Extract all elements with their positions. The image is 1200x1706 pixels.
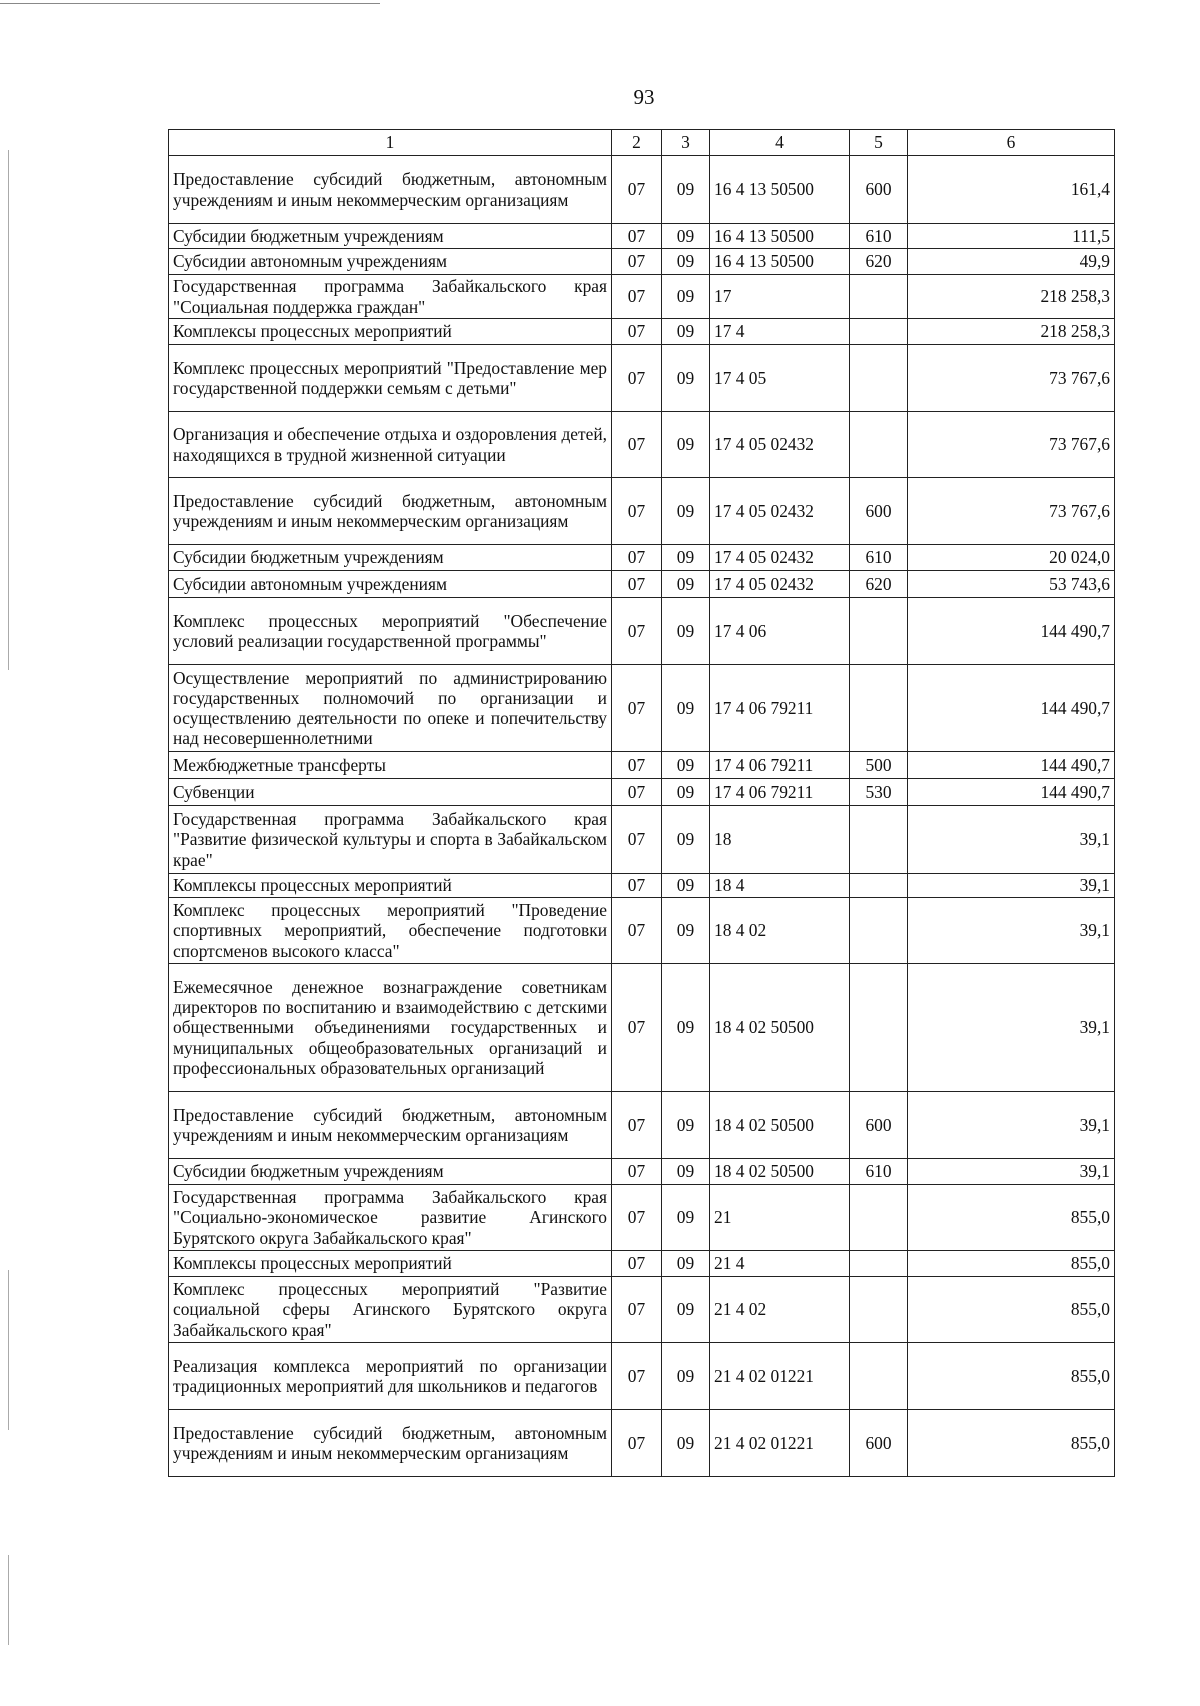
row-expense-type (850, 412, 908, 478)
row-expense-type (850, 964, 908, 1092)
row-name: Субсидии бюджетным учреждениям (169, 224, 612, 249)
row-target-article: 21 (710, 1185, 850, 1251)
row-name: Предоставление субсидий бюджетным, автономным учреждениям и иным некоммерческим организациям (169, 1410, 612, 1477)
row-subsection-code: 09 (662, 806, 710, 874)
row-subsection-code: 09 (662, 249, 710, 275)
table-row (169, 478, 1115, 545)
row-section-code: 07 (612, 345, 662, 412)
row-section-code: 07 (612, 1092, 662, 1159)
row-target-article: 17 4 05 02432 (710, 412, 850, 478)
row-section-code: 07 (612, 752, 662, 779)
row-expense-type (850, 898, 908, 964)
row-section-code: 07 (612, 412, 662, 478)
scan-top-rule (0, 3, 380, 4)
row-section-code: 07 (612, 571, 662, 598)
row-amount: 218 258,3 (908, 275, 1115, 319)
row-expense-type (850, 598, 908, 665)
row-subsection-code: 09 (662, 1185, 710, 1251)
row-amount: 144 490,7 (908, 752, 1115, 779)
row-name: Субсидии автономным учреждениям (169, 249, 612, 275)
row-subsection-code: 09 (662, 1159, 710, 1185)
column-number: 4 (710, 130, 850, 156)
row-subsection-code: 09 (662, 545, 710, 571)
row-name: Предоставление субсидий бюджетным, автономным учреждениям и иным некоммерческим организациям (169, 1092, 612, 1159)
row-name: Комплексы процессных мероприятий (169, 1251, 612, 1277)
row-name: Субсидии бюджетным учреждениям (169, 545, 612, 571)
row-name: Комплекс процессных мероприятий "Проведение спортивных мероприятий, обеспечение подготовки спортсменов высокого класса" (169, 898, 612, 964)
row-amount: 144 490,7 (908, 779, 1115, 806)
row-name: Субсидии автономным учреждениям (169, 571, 612, 598)
row-expense-type (850, 345, 908, 412)
row-target-article: 18 4 02 50500 (710, 1092, 850, 1159)
row-amount: 39,1 (908, 806, 1115, 874)
row-subsection-code: 09 (662, 1343, 710, 1410)
row-amount: 49,9 (908, 249, 1115, 275)
row-expense-type: 600 (850, 478, 908, 545)
row-expense-type: 620 (850, 571, 908, 598)
row-amount: 144 490,7 (908, 665, 1115, 752)
row-expense-type (850, 665, 908, 752)
row-name: Субсидии бюджетным учреждениям (169, 1159, 612, 1185)
row-subsection-code: 09 (662, 571, 710, 598)
row-subsection-code: 09 (662, 1410, 710, 1477)
row-expense-type: 620 (850, 249, 908, 275)
row-section-code: 07 (612, 275, 662, 319)
row-expense-type: 530 (850, 779, 908, 806)
row-amount: 855,0 (908, 1410, 1115, 1477)
table-row (169, 224, 1115, 249)
row-subsection-code: 09 (662, 319, 710, 345)
row-target-article: 17 (710, 275, 850, 319)
table-row (169, 1343, 1115, 1410)
row-section-code: 07 (612, 224, 662, 249)
row-name: Межбюджетные трансферты (169, 752, 612, 779)
table-row (169, 1277, 1115, 1343)
row-subsection-code: 09 (662, 275, 710, 319)
row-subsection-code: 09 (662, 1092, 710, 1159)
page-number: 93 (633, 85, 655, 109)
row-expense-type (850, 319, 908, 345)
row-subsection-code: 09 (662, 598, 710, 665)
row-name: Комплексы процессных мероприятий (169, 319, 612, 345)
row-name: Субвенции (169, 779, 612, 806)
table-row (169, 1185, 1115, 1251)
row-target-article: 18 4 02 50500 (710, 964, 850, 1092)
row-name: Предоставление субсидий бюджетным, автономным учреждениям и иным некоммерческим организациям (169, 478, 612, 545)
row-name: Комплекс процессных мероприятий "Обеспечение условий реализации государственной программы" (169, 598, 612, 665)
row-amount: 39,1 (908, 964, 1115, 1092)
row-expense-type (850, 806, 908, 874)
scan-margin-mark (8, 1555, 9, 1645)
row-expense-type (850, 874, 908, 898)
row-section-code: 07 (612, 156, 662, 224)
row-amount: 39,1 (908, 898, 1115, 964)
row-section-code: 07 (612, 1185, 662, 1251)
row-subsection-code: 09 (662, 412, 710, 478)
row-subsection-code: 09 (662, 779, 710, 806)
row-amount: 39,1 (908, 1159, 1115, 1185)
row-amount: 111,5 (908, 224, 1115, 249)
row-target-article: 17 4 05 02432 (710, 545, 850, 571)
row-amount: 855,0 (908, 1277, 1115, 1343)
table-row (169, 964, 1115, 1092)
table-row (169, 779, 1115, 806)
row-amount: 855,0 (908, 1251, 1115, 1277)
row-amount: 39,1 (908, 1092, 1115, 1159)
row-amount: 53 743,6 (908, 571, 1115, 598)
row-amount: 73 767,6 (908, 412, 1115, 478)
row-expense-type: 600 (850, 1410, 908, 1477)
table-row (169, 156, 1115, 224)
row-target-article: 16 4 13 50500 (710, 156, 850, 224)
row-name: Комплекс процессных мероприятий "Предоставление мер государственной поддержки семьям с детьми" (169, 345, 612, 412)
row-expense-type: 500 (850, 752, 908, 779)
table-row (169, 598, 1115, 665)
row-target-article: 17 4 06 (710, 598, 850, 665)
table-row (169, 249, 1115, 275)
row-section-code: 07 (612, 806, 662, 874)
row-section-code: 07 (612, 779, 662, 806)
table-row (169, 275, 1115, 319)
row-target-article: 21 4 02 (710, 1277, 850, 1343)
row-target-article: 17 4 06 79211 (710, 665, 850, 752)
row-section-code: 07 (612, 1277, 662, 1343)
table-row (169, 571, 1115, 598)
row-expense-type (850, 1251, 908, 1277)
row-target-article: 17 4 06 79211 (710, 779, 850, 806)
table-row (169, 412, 1115, 478)
row-target-article: 21 4 02 01221 (710, 1343, 850, 1410)
row-subsection-code: 09 (662, 156, 710, 224)
row-target-article: 18 4 (710, 874, 850, 898)
row-target-article: 17 4 05 02432 (710, 478, 850, 545)
row-subsection-code: 09 (662, 964, 710, 1092)
table-row (169, 1410, 1115, 1477)
row-section-code: 07 (612, 1410, 662, 1477)
row-name: Государственная программа Забайкальского края "Социальная поддержка граждан" (169, 275, 612, 319)
row-section-code: 07 (612, 1343, 662, 1410)
row-target-article: 18 4 02 (710, 898, 850, 964)
row-amount: 144 490,7 (908, 598, 1115, 665)
table-row (169, 874, 1115, 898)
table-row (169, 345, 1115, 412)
budget-table (168, 129, 1115, 1477)
table-row (169, 898, 1115, 964)
table-row (169, 665, 1115, 752)
row-expense-type: 610 (850, 545, 908, 571)
column-number: 2 (612, 130, 662, 156)
row-section-code: 07 (612, 1159, 662, 1185)
table-row (169, 1159, 1115, 1185)
row-amount: 855,0 (908, 1185, 1115, 1251)
row-name: Комплексы процессных мероприятий (169, 874, 612, 898)
row-expense-type: 600 (850, 156, 908, 224)
row-name: Комплекс процессных мероприятий "Развитие социальной сферы Агинского Бурятского округа Забайкальского края" (169, 1277, 612, 1343)
row-target-article: 16 4 13 50500 (710, 249, 850, 275)
row-expense-type: 600 (850, 1092, 908, 1159)
row-name: Государственная программа Забайкальского края "Социально-экономическое развитие Агинского Бурятского округа Забайкальского края" (169, 1185, 612, 1251)
row-expense-type (850, 275, 908, 319)
row-subsection-code: 09 (662, 665, 710, 752)
row-name: Организация и обеспечение отдыха и оздоровления детей, находящихся в трудной жизненной ситуации (169, 412, 612, 478)
row-subsection-code: 09 (662, 898, 710, 964)
row-amount: 39,1 (908, 874, 1115, 898)
table-row (169, 806, 1115, 874)
row-name: Осуществление мероприятий по администрированию государственных полномочий по организации и осуществлению деятельности по опеке и попечительству над несовершеннолетними (169, 665, 612, 752)
row-subsection-code: 09 (662, 752, 710, 779)
column-number: 6 (908, 130, 1115, 156)
row-name: Ежемесячное денежное вознаграждение советникам директоров по воспитанию и взаимодействию с детскими общественными объединениями государственных и муниципальных общеобразовательных организаций и профессиональных образовательных организаций (169, 964, 612, 1092)
row-name: Реализация комплекса мероприятий по организации традиционных мероприятий для школьников и педагогов (169, 1343, 612, 1410)
column-number-row (169, 130, 1115, 156)
column-number: 1 (169, 130, 612, 156)
row-expense-type: 610 (850, 224, 908, 249)
row-section-code: 07 (612, 249, 662, 275)
row-amount: 20 024,0 (908, 545, 1115, 571)
row-expense-type (850, 1185, 908, 1251)
row-expense-type (850, 1343, 908, 1410)
row-name: Государственная программа Забайкальского края "Развитие физической культуры и спорта в Забайкальском крае" (169, 806, 612, 874)
table-row (169, 545, 1115, 571)
table-row (169, 752, 1115, 779)
row-section-code: 07 (612, 898, 662, 964)
row-name: Предоставление субсидий бюджетным, автономным учреждениям и иным некоммерческим организациям (169, 156, 612, 224)
row-target-article: 21 4 (710, 1251, 850, 1277)
row-target-article: 17 4 05 (710, 345, 850, 412)
row-target-article: 21 4 02 01221 (710, 1410, 850, 1477)
row-target-article: 18 (710, 806, 850, 874)
row-section-code: 07 (612, 874, 662, 898)
row-subsection-code: 09 (662, 224, 710, 249)
table-row (169, 319, 1115, 345)
row-subsection-code: 09 (662, 478, 710, 545)
row-section-code: 07 (612, 1251, 662, 1277)
row-amount: 73 767,6 (908, 478, 1115, 545)
row-expense-type: 610 (850, 1159, 908, 1185)
row-subsection-code: 09 (662, 874, 710, 898)
scan-margin-mark (8, 1270, 9, 1430)
row-amount: 855,0 (908, 1343, 1115, 1410)
row-section-code: 07 (612, 545, 662, 571)
row-target-article: 17 4 (710, 319, 850, 345)
row-section-code: 07 (612, 964, 662, 1092)
scan-margin-mark (8, 150, 9, 670)
table-row (169, 1251, 1115, 1277)
column-number: 3 (662, 130, 710, 156)
row-target-article: 18 4 02 50500 (710, 1159, 850, 1185)
row-subsection-code: 09 (662, 1277, 710, 1343)
row-amount: 73 767,6 (908, 345, 1115, 412)
row-section-code: 07 (612, 478, 662, 545)
row-section-code: 07 (612, 319, 662, 345)
row-amount: 161,4 (908, 156, 1115, 224)
column-number: 5 (850, 130, 908, 156)
table-row (169, 1092, 1115, 1159)
row-target-article: 17 4 05 02432 (710, 571, 850, 598)
row-amount: 218 258,3 (908, 319, 1115, 345)
row-subsection-code: 09 (662, 1251, 710, 1277)
row-target-article: 17 4 06 79211 (710, 752, 850, 779)
row-subsection-code: 09 (662, 345, 710, 412)
row-section-code: 07 (612, 665, 662, 752)
budget-table-body (169, 130, 1115, 1477)
row-expense-type (850, 1277, 908, 1343)
row-target-article: 16 4 13 50500 (710, 224, 850, 249)
row-section-code: 07 (612, 598, 662, 665)
